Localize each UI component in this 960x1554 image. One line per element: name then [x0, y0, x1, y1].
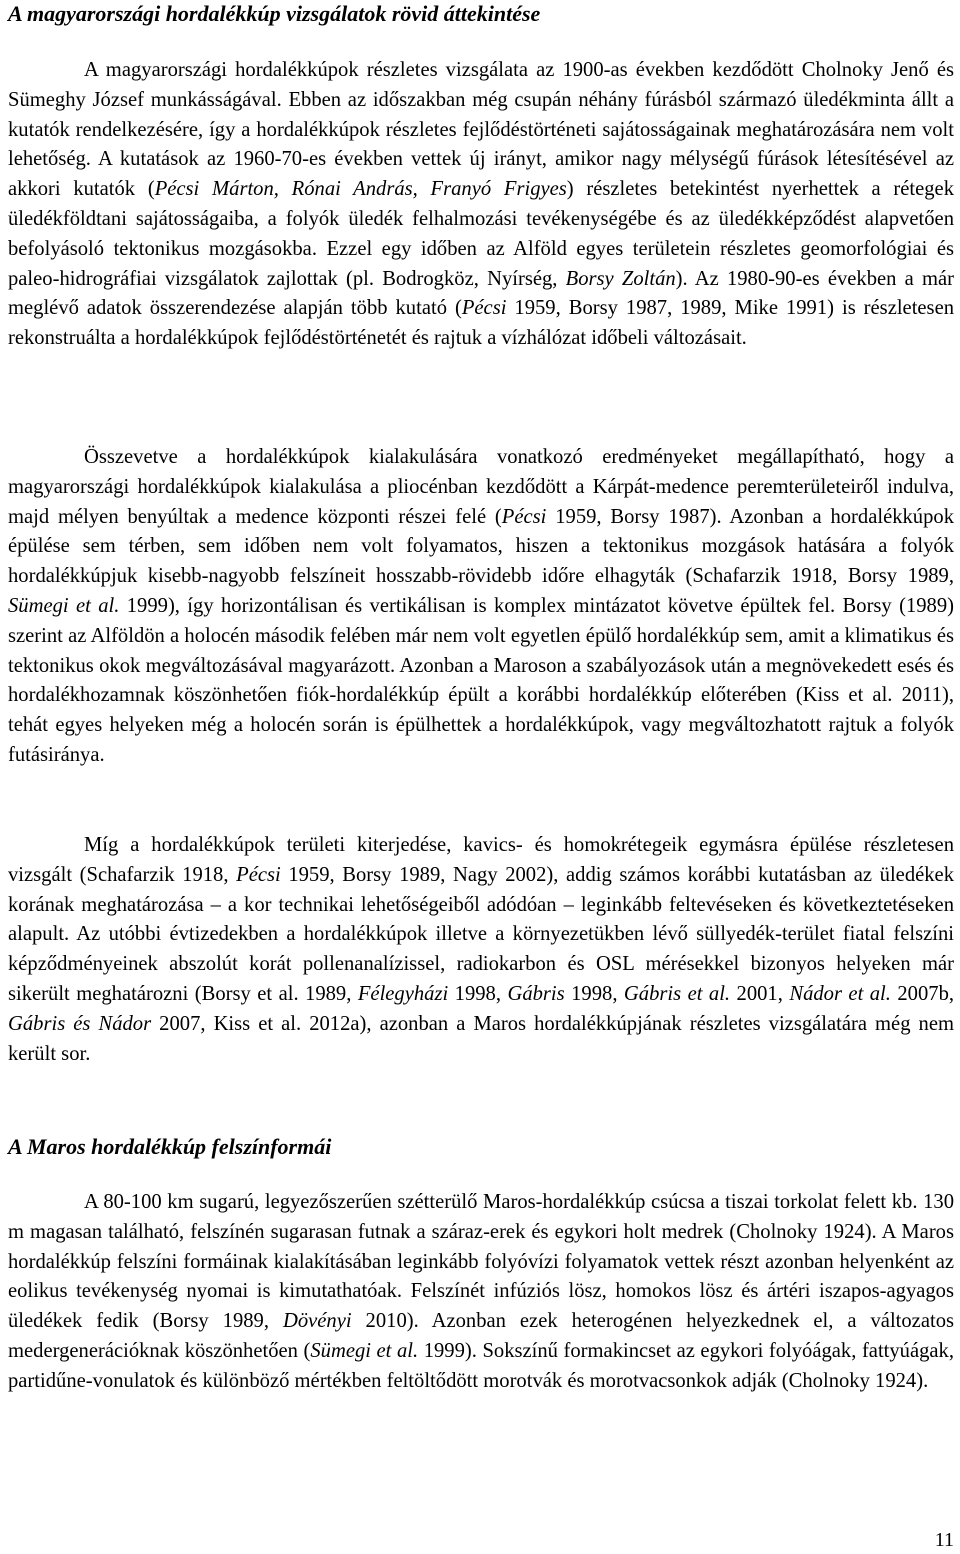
text-run: ) részletes betekintést nyerhettek a rétegek üledékföldtani sajátosságaiba, a folyók üledék felhalmozási tevékenységébe és az üledékképződést alapvetően befolyásoló tektonikus mozgásokba. Ezzel egy időben az Alföld egyes területein részletes geomorfológiai és paleo-hidrográfiai vizsgálatok zajlottak (pl. Bodrogköz, Nyírség, — [8, 178, 954, 290]
italic-citation: Borsy Zoltán — [565, 267, 676, 290]
italic-citation: Nádor et al. — [789, 982, 891, 1005]
italic-citation: Pécsi — [501, 505, 547, 528]
text-run: 2010). Azonban ezek heterogénen helyezkednek el, a változatos medergenerációknak köszönhetően ( — [8, 1310, 955, 1362]
text-run: 1998, — [564, 982, 624, 1005]
text-run: ). Az 1980-90-es években a már meglévő adatok összerendezése alapján több kutató ( — [8, 267, 955, 320]
paragraph-maros-fan — [8, 1188, 954, 1397]
text-run: 2007b, — [890, 982, 955, 1005]
italic-citation: Gábris — [507, 982, 565, 1005]
text-run: 1999). Sokszínű formakincset az egykori folyóágak, fattyúágak, partidűne-vonulatok és különböző mértékben feltöltődött morotvák és morotvacsonkok adják (Cholnoky 1924). — [8, 1339, 954, 1392]
text-run: 1998, — [448, 982, 508, 1005]
italic-citation: Sümegi et al. — [8, 594, 120, 617]
italic-citation: Pécsi — [461, 297, 507, 320]
italic-citation: Félegyházi — [357, 982, 449, 1005]
paragraph-dating — [8, 831, 954, 1069]
text-run: 1959, Borsy 1989, Nagy 2002), addig számos korábbi kutatásban az üledékek korának meghatározása – a kor technikai lehetőségeiből adódóan – leginkább feltevéseken és következtetéseken alapult. Az utóbbi évtizedekben a hordalékkúpok illetve a környezetükben lévő süllyedék-terület fiatal felszíni képződményeinek abszolút korát pollenanalízissel, radiokarbon és OSL mérésekkel bizonyos helyeken már sikerült meghatározni (Borsy et al. 1989, — [8, 863, 954, 1005]
text-run: Míg a hordalékkúpok területi kiterjedése, kavics- és homokrétegeik egymásra épülése részletesen vizsgált (Schafarzik 1918, — [8, 834, 954, 886]
italic-citation: Pécsi Márton, Rónai András, Franyó Frigyes — [154, 178, 567, 201]
section-heading-landforms: A Maros hordalékkúp felszínformái — [8, 1134, 332, 1159]
italic-citation: Sümegi et al. — [310, 1339, 419, 1362]
italic-citation: Pécsi — [236, 863, 281, 886]
text-run: 2007, Kiss et al. 2012a), azonban a Maros hordalékkúpjának részletes vizsgálatára még nem került sor. — [8, 1012, 955, 1065]
section-heading-review: A magyarországi hordalékkúp vizsgálatok rövid áttekintése — [8, 1, 541, 26]
italic-citation: Gábris és Nádor — [8, 1012, 152, 1035]
italic-citation: Dövényi — [282, 1310, 352, 1333]
text-run: 2001, — [730, 982, 790, 1005]
text-run: 1999), így horizontálisan és vertikálisan is komplex mintázatot követve épültek fel. Borsy (1989) szerint az Alföldön a holocén második felében már nem volt egyetlen épülő hordalékkúp sem, amit a klimatikus és tektonikus okok megváltozásával magyarázott. Azonban a Maroson a szabályozások után a megnövekedett esés és hordalékhozamnak köszönhetően fiók-hordalékkúp épült a korábbi hordalékkúp előterében (Kiss et al. 2011), tehát egyes helyeken még a holocén során is épülhettek a hordalékkúpok, vagy megváltozhatott rajtuk a folyók futásiránya. — [8, 594, 954, 766]
paragraph-comparison — [8, 443, 954, 771]
text-run: 1959, Borsy 1987). Azonban a hordalékkúpok épülése sem térben, sem időben nem volt folyamatos, hiszen a tektonikus mozgások hatására a folyók hordalékkúpjuk kisebb-nagyobb felszíneit hosszabb-rövidebb időre elhagyták (Schafarzik 1918, Borsy 1989, — [8, 505, 954, 588]
page-number: 11 — [934, 1529, 954, 1551]
italic-citation: Gábris et al. — [623, 982, 731, 1005]
text-run: A magyarországi hordalékkúpok részletes vizsgálata az 1900-as években kezdődött Cholnoky Jenő és Sümeghy József munkásságával. Ebben az időszakban még csupán néhány fúrásból származó üledékminta állt a kutatók rendelkezésére, így a hordalékkúpok részletes fejlődéstörténeti sajátosságainak meghatározására nem volt lehetőség. A kutatások az 1960-70-es években vettek új irányt, amikor nagy mélységű fúrások létesítésével az akkori kutatók ( — [8, 59, 954, 201]
text-run: 1959, Borsy 1987, 1989, Mike 1991) is részletesen rekonstruálta a hordalékkúpok fejlődéstörténetét és rajtuk a vízhálózat időbeli változásait. — [8, 297, 955, 350]
text-run: A 80-100 km sugarú, legyezőszerűen szétterülő Maros-hordalékkúp csúcsa a tiszai torkolat felett kb. 130 m magasan található, felszínén sugarasan futnak a száraz-erek és egykori holt medrek (Cholnoky 1924). A Maros hordalékkúp felszíni formáinak kialakításában leginkább folyóvízi folyamatok vettek részt azonban helyenként az eolikus tevékenység nyomai is kimutathatóak. Felszínét infúziós lösz, homokos lösz és ártéri iszapos-agyagos üledékek fedik (Borsy 1989, — [8, 1191, 954, 1333]
text-run: Összevetve a hordalékkúpok kialakulására vonatkozó eredményeket megállapítható, hogy a magyarországi hordalékkúpok kialakulása a pliocénban kezdődött a Kárpát-medence peremterületeiről indulva, majd mélyen benyúltak a medence központi részei felé ( — [8, 446, 954, 528]
paragraph-history — [8, 56, 954, 354]
